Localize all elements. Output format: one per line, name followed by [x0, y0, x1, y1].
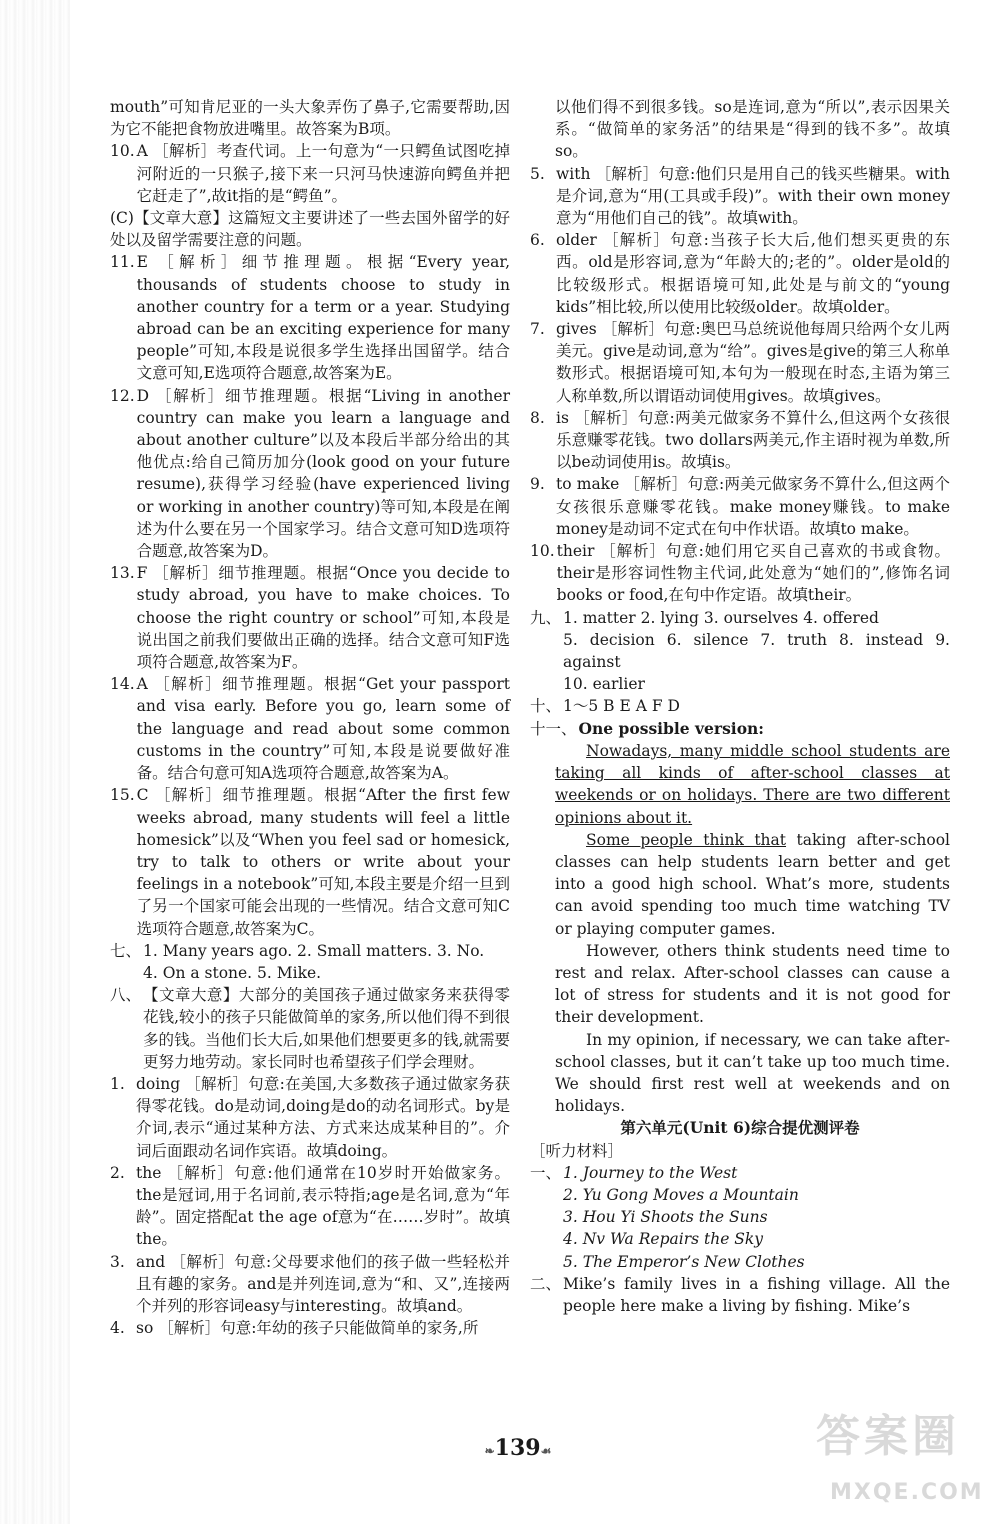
section-7-answers [110, 940, 510, 984]
item-number: 4. [110, 1319, 125, 1338]
item-number: 12. [110, 386, 135, 405]
watermark-chinese: 答案圈 [816, 1411, 960, 1462]
item-number: 15. [110, 786, 135, 805]
listening-part-1 [530, 1162, 950, 1273]
listening-item: 3. Hou Yi Shoots the Suns [563, 1208, 768, 1227]
item-number: 3. [110, 1252, 125, 1271]
item-text: F ［解析］细节推理题。根据“Once you decide to study abroad, you have to make choices. To choose the right country or school”可知,本段是说出国之前我们要做出正确的选择。结合文意可知F选项符合题意,故答案为F。 [136, 564, 510, 672]
listening-part-1-items [563, 1162, 950, 1273]
page-number-ornament: ☙ [540, 1444, 552, 1458]
item-number: 13. [110, 564, 135, 583]
item-text: A ［解析］细节推理题。根据“Get your passport and visa early. Before you go, learn some of the language and read about some common customs in the country”可知,本段是说要做好准备。结合句意可知A选项符合题意,故答案为A。 [136, 675, 510, 783]
essay-paragraph-3: However, others think students need time to rest and relax. After-school classes can cause a lot of stress for students and it is not good for their development. [555, 941, 950, 1027]
item-text: older ［解析］句意:当孩子长大后,他们想买更贵的东西。old是形容词,意为“年龄大的;老的”。older是old的比较级形式。根据语境可知,此处是与前文的“young kids”相比较,所以使用比较级older。故填older。 [556, 231, 950, 316]
section-10-answers [530, 695, 950, 717]
item-text: and ［解析］句意:父母要求他们的孩子做一些轻松并且有趣的家务。and是并列连词,意为“和、又”,连接两个并列的形容词easy与interesting。故填and。 [136, 1252, 510, 1315]
section-number: 十、 [530, 697, 562, 716]
item-number: 2. [110, 1163, 125, 1182]
site-watermark [796, 1411, 986, 1516]
listening-item: 1. Journey to the West [563, 1163, 738, 1182]
item-text: the ［解析］句意:他们通常在10岁时开始做家务。the是冠词,用于名词前,表示特指;age是名词,意为“年龄”。固定搭配at the age of意为“在……岁时”。故填the。 [136, 1163, 510, 1249]
section-11-heading [530, 718, 950, 740]
item-number: 10. [110, 142, 135, 161]
item-text: D ［解析］细节推理题。根据“Living in another country can make you learn a language and about another culture”以及本段后半部分给出的其他优点:给自己简历加分(look good on your future resume),获得学习经验(have experienced living or working in another country)等可知,本段是在阐述为什么要在另一个国家学习。结合文意可知D选项符合题意,故答案为D。 [136, 386, 510, 561]
sample-essay [530, 740, 950, 1117]
item-4-continuation: 以他们得不到很多钱。so是连词,意为“所以”,表示因果关系。“做简单的家务活”的结果是“得到的钱不多”。故填so。 [555, 98, 950, 161]
answer-item-12 [110, 385, 510, 563]
item-number: 6. [530, 231, 545, 250]
section-8-summary [110, 984, 510, 1073]
section-7-body [143, 940, 510, 984]
essay-underlined-phrase: Some people think that [586, 830, 787, 849]
item-text: doing ［解析］句意:在美国,大多数孩子通过做家务获得零花钱。do是动词,doing是do的动名词形式。by是介词,表示“通过某种方法、方式来达成某种目的”。介词后面跟动名词作宾语。故填doing。 [136, 1074, 510, 1160]
sample-essay-label: One possible version: [578, 718, 765, 738]
essay-paragraph-4: In my opinion, if necessary, we can take after-school classes, but it can’t take up too much time. We should first rest well at weekends and on holidays. [555, 1030, 950, 1116]
section-9-line-1: 1. matter 2. lying 3. ourselves 4. offered [563, 608, 879, 627]
listening-part-2 [530, 1273, 950, 1317]
section-9-body [563, 607, 950, 696]
section-8-item-9 [530, 473, 950, 540]
section-9-line-3: 10. earlier [563, 675, 645, 694]
item-number: 11. [110, 253, 135, 272]
section-8-item-2 [110, 1162, 510, 1251]
listening-item: 4. Nv Wa Repairs the Sky [563, 1230, 764, 1249]
item-text: their ［解析］句意:她们用它买自己喜欢的书或食物。their是形容词性物主代词,此处意为“她们的”,修饰名词books or food,在句中作定语。故填their。 [556, 542, 950, 605]
page-binding-edge [0, 0, 70, 1524]
section-8-item-3 [110, 1251, 510, 1318]
page-number-value: 139 [494, 1435, 541, 1461]
unit-6-title: 第六单元(Unit 6)综合提优测评卷 [620, 1118, 860, 1138]
answer-item-11 [110, 251, 510, 384]
item-text: C ［解析］细节推理题。根据“After the first few weeks abroad, many students will feel a little homesick”以及“When you feel sad or homesick, try to talk to others or write about your feelings in a notebook”可知,本段主要是介绍一旦到了另一个国家可能会出现的一些情况。结合文意可知C选项符合题意,故答案为C。 [136, 786, 510, 938]
section-number: 十一、 [530, 719, 577, 738]
section-number: 八、 [110, 986, 142, 1005]
page-number [483, 1435, 553, 1464]
section-number: 二、 [530, 1274, 562, 1293]
item-text: is ［解析］句意:两美元做家务不算什么,但这两个女孩很乐意赚零花钱。two dollars两美元,作主语时视为单数,所以be动词使用is。故填is。 [556, 408, 950, 472]
item-number: 14. [110, 675, 135, 694]
listening-part-2-text: Mike’s family lives in a fishing village. All the people here make a living by fishing. Mike’s [563, 1274, 950, 1315]
section-8-item-8 [530, 407, 950, 474]
section-number: 七、 [110, 941, 142, 960]
section-8-item-7 [530, 318, 950, 407]
answer-item-14 [110, 673, 510, 784]
essay-paragraph-2-rest: taking after-school classes can help students learn better and get into a good high school. What’s more, students can avoid spending too much time watching TV or playing computer games. [555, 830, 950, 938]
listening-item: 5. The Emperor’s New Clothes [563, 1252, 805, 1271]
section-8-item-5 [530, 163, 950, 230]
essay-paragraph-2 [555, 829, 950, 940]
section-number: 九、 [530, 608, 562, 627]
section-c-summary: (C)【文章大意】这篇短文主要讲述了一些去国外留学的好处以及留学需要注意的问题。 [110, 209, 510, 250]
item-number: 7. [530, 320, 545, 339]
section-text: 1～5 B E A F D [563, 697, 680, 716]
item-text: E ［解析］细节推理题。根据“Every year, thousands of students choose to study in another country for a term or a year. Studying abroad can be an exciting experience for many people”可知,本段是说很多学生选择出国留学。结合文意可知,E选项符合题意,故答案为E。 [136, 253, 510, 383]
item-number: 10. [530, 542, 555, 561]
item-text: A ［解析］考查代词。上一句意为“一只鳄鱼试图吃掉河附近的一只猴子,接下来一只河马快速游向鳄鱼并把它赶走了”,故it指的是“鳄鱼”。 [136, 142, 510, 205]
right-column [530, 96, 950, 1317]
section-8-item-4 [110, 1317, 510, 1339]
left-column [110, 96, 510, 1339]
item-text: so ［解析］句意:年幼的孩子只能做简单的家务,所 [136, 1319, 479, 1338]
item-text: gives ［解析］句意:奥巴马总统说他每周只给两个女儿两美元。give是动词,意为“给”。gives是give的第三人称单数形式。根据语境可知,本句为一般现在时态,主语为第三人称单数,所以谓语动词使用gives。故填gives。 [556, 320, 950, 405]
page-number-ornament: ❧ [484, 1444, 495, 1458]
answer-item-13 [110, 562, 510, 673]
answer-item-10 [110, 140, 510, 207]
essay-paragraph-1: Nowadays, many middle school students are taking all kinds of after-school classes at weekends or on holidays. There are two different opinions about it. [555, 741, 950, 827]
section-9-answers [530, 607, 950, 696]
section-7-line-2: 4. On a stone. 5. Mike. [143, 963, 322, 982]
item-text: with ［解析］句意:他们只是用自己的钱买些糖果。with是介词,意为“用(工具或手段)”。with their own money意为“用他们自己的钱”。故填with。 [556, 164, 950, 228]
section-8-item-10 [530, 540, 950, 607]
section-8-item-1 [110, 1073, 510, 1162]
section-7-line-1: 1. Many years ago. 2. Small matters. 3. No. [143, 941, 485, 960]
item-number: 1. [110, 1074, 125, 1093]
item-number: 8. [530, 408, 545, 427]
section-text: 【文章大意】大部分的美国孩子通过做家务来获得零花钱,较小的孩子只能做简单的家务,所以他们得不到很多的钱。当他们长大后,如果他们想要更多的钱,就需要更努力地劳动。家长同时也希望孩子们学会理财。 [143, 986, 510, 1071]
listening-item: 2. Yu Gong Moves a Mountain [563, 1185, 799, 1204]
intro-continuation: mouth”可知肯尼亚的一头大象弄伤了鼻子,它需要帮助,因为它不能把食物放进嘴里。故答案为B项。 [110, 98, 510, 139]
item-text: to make ［解析］句意:两美元做家务不算什么,但这两个女孩很乐意赚零花钱。make money赚钱。to make money是动词不定式在句中作状语。故填to make。 [556, 475, 950, 538]
answer-item-15 [110, 784, 510, 939]
item-number: 9. [530, 475, 545, 494]
section-9-line-2: 5. decision 6. silence 7. truth 8. instead 9. against [563, 630, 950, 672]
listening-material-label: ［听力材料］ [530, 1141, 624, 1160]
item-number: 5. [530, 164, 545, 183]
section-8-item-6 [530, 229, 950, 318]
watermark-url: MXQE.COM [830, 1480, 984, 1505]
section-number: 一、 [530, 1163, 562, 1182]
